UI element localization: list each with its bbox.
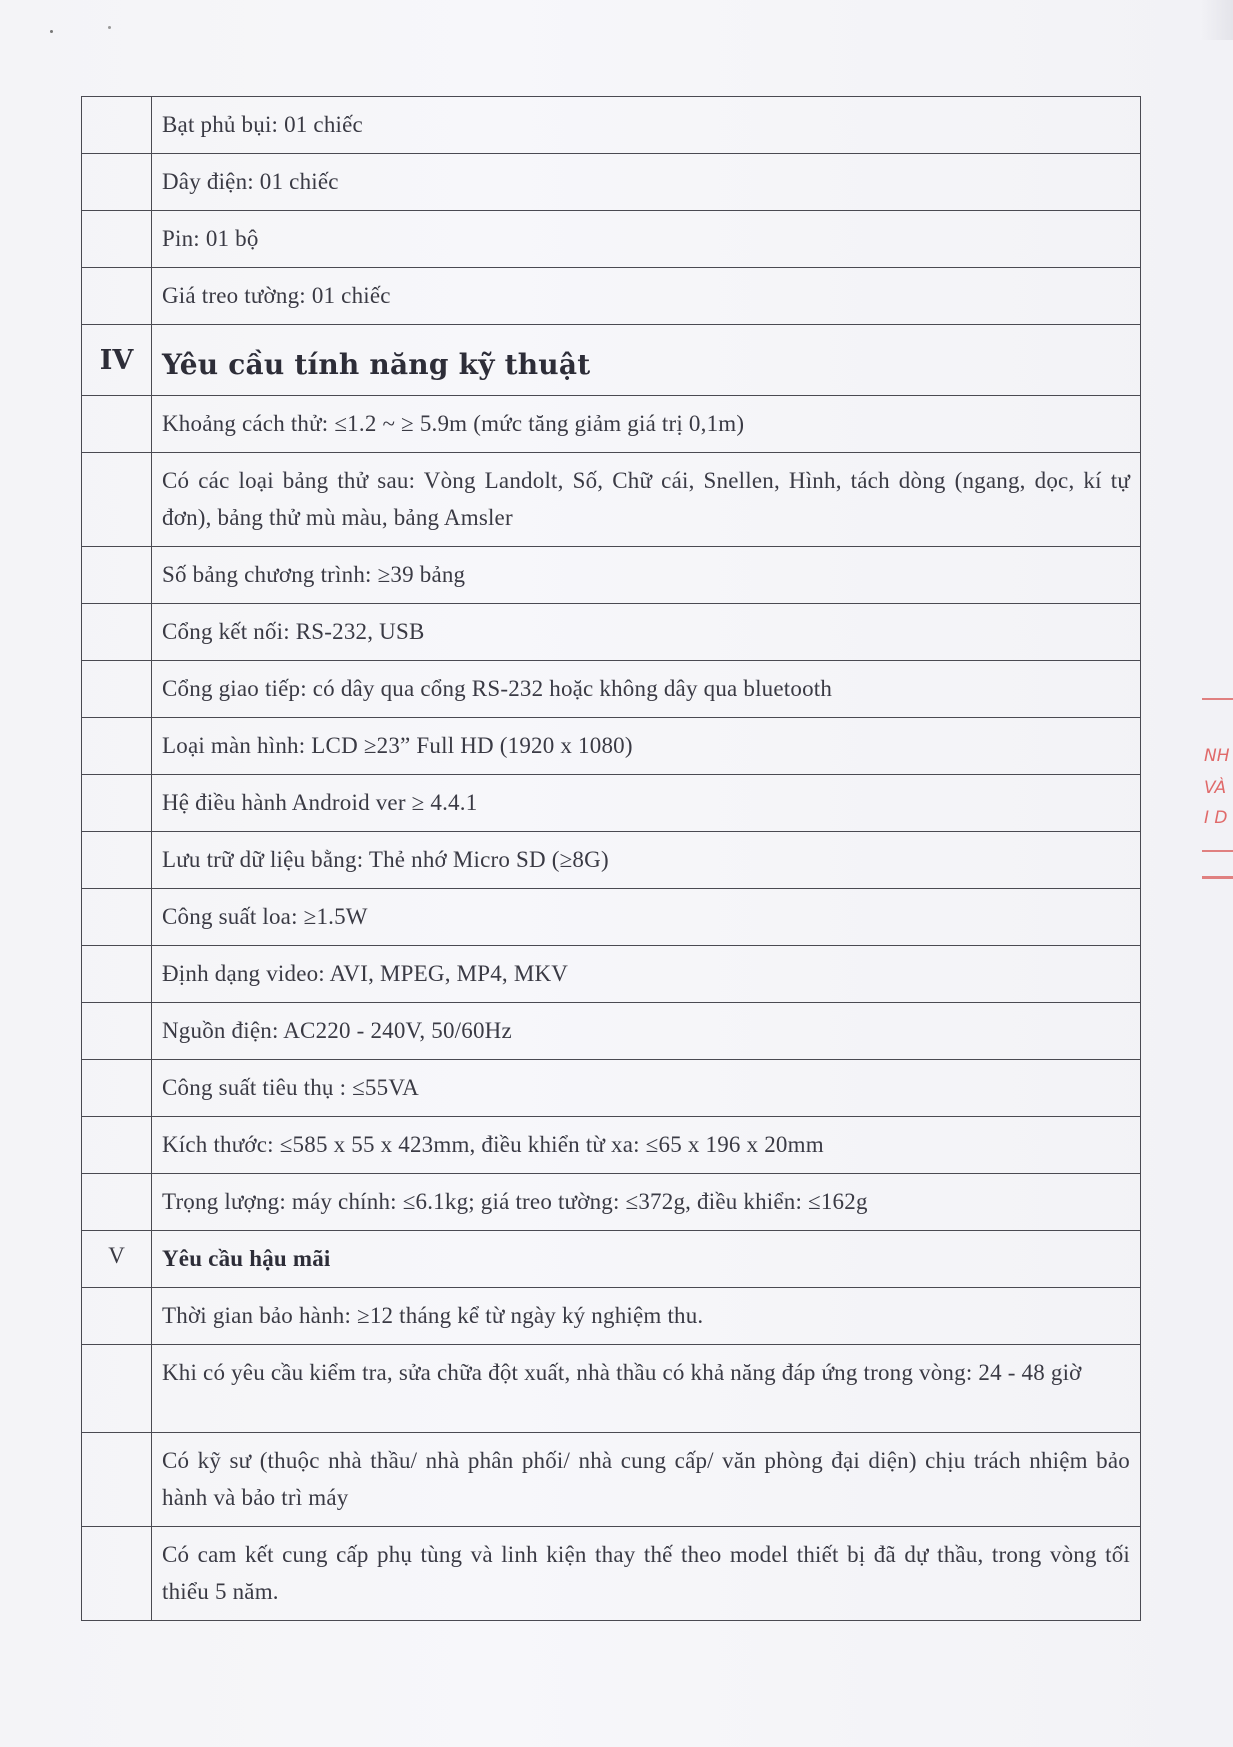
spec-item: Nguồn điện: AC220 - 240V, 50/60Hz	[152, 1003, 1141, 1060]
row-number	[82, 97, 152, 154]
table-row	[82, 396, 1141, 453]
section-number-label: IV	[99, 345, 134, 376]
table-row	[82, 1174, 1141, 1231]
table-row	[82, 1117, 1141, 1174]
spec-item: Khi có yêu cầu kiểm tra, sửa chữa đột xuất, nhà thầu có khả năng đáp ứng trong vòng: 24 - 48 giờ	[152, 1345, 1141, 1433]
table-row	[82, 889, 1141, 946]
spec-item: Lưu trữ dữ liệu bằng: Thẻ nhớ Micro SD (≥8G)	[152, 832, 1141, 889]
table-row	[82, 453, 1141, 547]
section-title: Yêu cầu tính năng kỹ thuật	[162, 348, 591, 381]
spec-item: Công suất loa: ≥1.5W	[152, 889, 1141, 946]
table-row	[82, 268, 1141, 325]
table-row	[82, 946, 1141, 1003]
table-row	[82, 832, 1141, 889]
spec-item: Cổng kết nối: RS-232, USB	[152, 604, 1141, 661]
section-number	[82, 325, 152, 396]
section-title-cell	[152, 325, 1141, 396]
table-row	[82, 1003, 1141, 1060]
spec-item: Loại màn hình: LCD ≥23” Full HD (1920 x 1080)	[152, 718, 1141, 775]
spec-item: Có kỹ sư (thuộc nhà thầu/ nhà phân phối/ nhà cung cấp/ văn phòng đại diện) chịu trách nhiệm bảo hành và bảo trì máy	[152, 1433, 1141, 1527]
spec-item: Pin: 01 bộ	[152, 211, 1141, 268]
section-number: V	[82, 1231, 152, 1288]
spec-item: Công suất tiêu thụ : ≤55VA	[152, 1060, 1141, 1117]
table-row	[82, 604, 1141, 661]
spec-item: Có các loại bảng thử sau: Vòng Landolt, Số, Chữ cái, Snellen, Hình, tách dòng (ngang, dọc, kí tự đơn), bảng thử mù màu, bảng Amsler	[152, 453, 1141, 547]
section-header-row	[82, 1231, 1141, 1288]
page-edge-shadow	[1200, 0, 1233, 40]
spec-item: Kích thước: ≤585 x 55 x 423mm, điều khiển từ xa: ≤65 x 196 x 20mm	[152, 1117, 1141, 1174]
spec-item: Bạt phủ bụi: 01 chiếc	[152, 97, 1141, 154]
spec-item: Định dạng video: AVI, MPEG, MP4, MKV	[152, 946, 1141, 1003]
table-row	[82, 718, 1141, 775]
spec-item: Thời gian bảo hành: ≥12 tháng kể từ ngày ký nghiệm thu.	[152, 1288, 1141, 1345]
row-number	[82, 268, 152, 325]
section-header-row	[82, 325, 1141, 396]
spec-item: Hệ điều hành Android ver ≥ 4.4.1	[152, 775, 1141, 832]
table-row	[82, 154, 1141, 211]
section-title-cell	[152, 1231, 1141, 1288]
scan-speck	[50, 30, 53, 33]
table-row	[82, 1288, 1141, 1345]
table-row	[82, 97, 1141, 154]
table-row	[82, 1060, 1141, 1117]
table-row	[82, 1527, 1141, 1621]
table-row	[82, 211, 1141, 268]
spec-item: Trọng lượng: máy chính: ≤6.1kg; giá treo tường: ≤372g, điều khiển: ≤162g	[152, 1174, 1141, 1231]
spec-table	[81, 96, 1141, 1621]
red-stamp-fragment	[1196, 690, 1233, 890]
table-row	[82, 1433, 1141, 1527]
spec-item: Cổng giao tiếp: có dây qua cổng RS-232 hoặc không dây qua bluetooth	[152, 661, 1141, 718]
spec-item: Dây điện: 01 chiếc	[152, 154, 1141, 211]
stamp-text: VÀ	[1204, 778, 1227, 798]
table-row	[82, 1345, 1141, 1433]
table-row	[82, 775, 1141, 832]
stamp-text: I D	[1204, 808, 1228, 828]
section-title: Yêu cầu hậu mãi	[162, 1246, 331, 1271]
spec-item: Số bảng chương trình: ≥39 bảng	[152, 547, 1141, 604]
spec-item: Khoảng cách thử: ≤1.2 ~ ≥ 5.9m (mức tăng giảm giá trị 0,1m)	[152, 396, 1141, 453]
table-row	[82, 547, 1141, 604]
stamp-text: NH	[1204, 746, 1230, 766]
row-number	[82, 154, 152, 211]
row-number	[82, 211, 152, 268]
scan-speck	[108, 26, 111, 29]
table-row	[82, 661, 1141, 718]
spec-item: Có cam kết cung cấp phụ tùng và linh kiện thay thế theo model thiết bị đã dự thầu, trong vòng tối thiểu 5 năm.	[152, 1527, 1141, 1621]
spec-item: Giá treo tường: 01 chiếc	[152, 268, 1141, 325]
